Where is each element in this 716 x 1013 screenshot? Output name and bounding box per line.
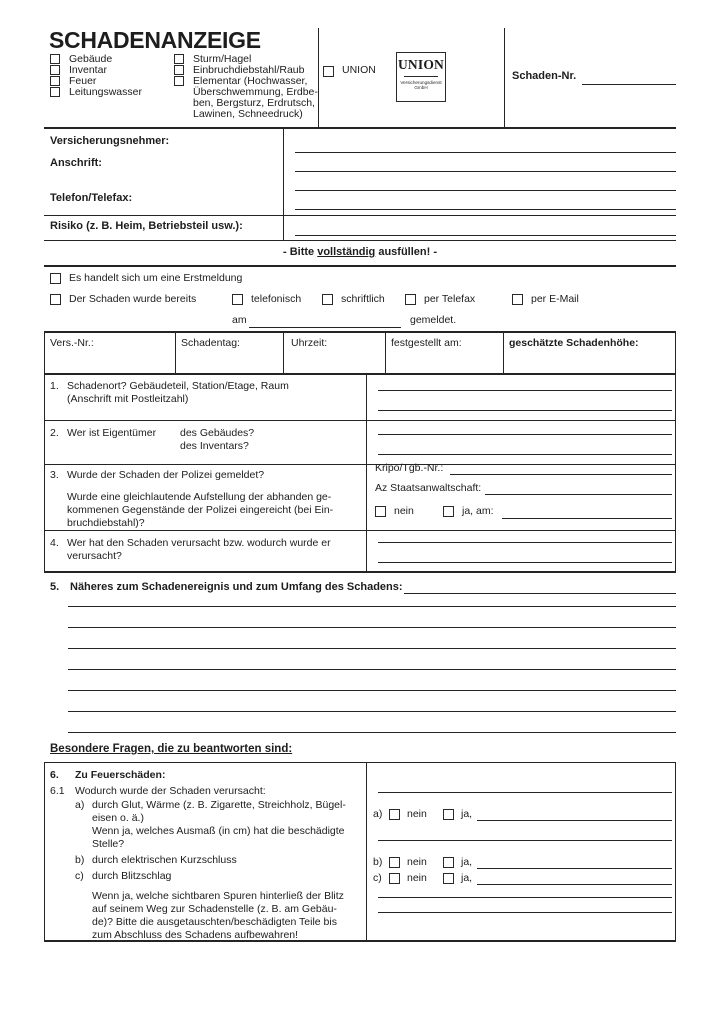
q6b-ja-label: ja, [461,856,473,868]
q5-answer-line[interactable] [404,593,676,594]
q6-answer-line[interactable] [378,840,672,841]
q3-ja-am-label: ja, am: [462,505,494,517]
q6c-nein-checkbox[interactable] [389,873,400,884]
damage-label: Einbruchdiebstahl/Raub [193,64,305,76]
az-label: Az Staatsanwaltschaft: [375,482,482,494]
method-checkbox-telefonisch[interactable] [232,294,243,305]
claim-number-line[interactable] [582,84,676,85]
q3-nein-label: nein [394,505,414,517]
q6a-text: durch Glut, Wärme (z. B. Zigarette, Streichholz, Bügel- [92,799,346,811]
q2-text: Wer ist Eigentümer [67,427,157,439]
row-divider [44,215,676,216]
q2-text: des Gebäudes? [180,427,255,439]
damage-checkbox-einbruch[interactable] [174,65,184,75]
q5-blank-line[interactable] [68,606,676,607]
question-number: 2. [50,427,59,439]
q6-note-text: Wenn ja, welche sichtbaren Spuren hinterließ der Blitz [92,890,344,902]
table-header-uhrzeit: Uhrzeit: [291,337,328,349]
method-label-schriftlich: schriftlich [341,293,385,305]
q3-ja-checkbox[interactable] [443,506,454,517]
q6-border-right [675,762,676,940]
union-checkbox[interactable] [323,66,334,77]
address-label: Anschrift: [50,157,102,169]
row-divider [44,240,676,241]
table-column-divider [283,331,284,373]
question-number: 5. [50,581,60,593]
union-logo-subtitle: Versicherungsdienst [400,80,442,85]
question-number: 6. [50,769,59,781]
az-line[interactable] [485,494,672,495]
notice-text: - Bitte [282,246,318,258]
q6a-ja-line[interactable] [477,820,672,821]
q6-answer-divider [366,762,367,940]
kripo-label: Kripo/Tgb.-Nr.: [375,462,444,474]
question-number: 3. [50,469,59,481]
answer-line-q2[interactable] [378,434,672,435]
table-border-left [44,331,45,373]
answer-line-q1[interactable] [378,390,672,391]
q5-heading: Näheres zum Schadenereignis und zum Umfang des Schadens: [70,581,403,593]
q4-text: verursacht? [67,550,122,562]
q6c-text: durch Blitzschlag [92,870,172,882]
method-checkbox-email[interactable] [512,294,523,305]
q6-note-text: zum Abschluss des Schadens aufbewahren! [92,929,299,941]
q6c-nein-label: nein [407,872,427,884]
q5-blank-line[interactable] [68,690,676,691]
table-border-bottom [44,373,676,375]
question-number: 6.1 [50,785,65,797]
q3-ja-date-line[interactable] [502,518,672,519]
q3-text: bruchdiebstahl)? [67,517,145,529]
q1-text: (Anschrift mit Postleitzahl) [67,393,189,405]
risk-label: Risiko (z. B. Heim, Betriebsteil usw.): [50,220,243,232]
union-logo [396,52,446,102]
method-label-telefax: per Telefax [424,293,476,305]
q6-sub-heading: Wodurch wurde der Schaden verursacht: [75,785,266,797]
q6b-text: durch elektrischen Kurzschluss [92,854,237,866]
kripo-line[interactable] [450,474,672,475]
header-column-divider [504,28,505,127]
notice-text: ausfüllen! - [375,246,438,258]
q6a-ja-label: ja, [461,808,473,820]
first-report-label: Es handelt sich um eine Erstmeldung [69,272,243,284]
q6-answer-line[interactable] [378,912,672,913]
q3-text: kommenen Gegenstände der Polizei eingereicht (bei Ein- [67,504,334,516]
q6-answer-letter: c) [373,872,382,884]
form-title: SCHADENANZEIGE [49,27,261,53]
table-column-divider [503,331,504,373]
write-line-address[interactable] [295,171,676,172]
damage-label: Feuer [69,75,97,87]
question-number: 4. [50,537,59,549]
policyholder-name-label: Versicherungsnehmer: [50,135,170,147]
q6-note-text: de)? Bitte die ausgetauschten/beschädigten Teile bis [92,916,337,928]
question-number: 1. [50,380,59,392]
section-border [44,571,676,573]
q6-answer-line[interactable] [378,897,672,898]
table-column-divider [385,331,386,373]
first-report-checkbox[interactable] [50,273,61,284]
write-line-risk[interactable] [295,235,676,236]
claim-number-label: Schaden-Nr. [512,70,577,82]
q6-border-left [44,762,45,940]
table-header-schadenhoehe: geschätzte Schadenhöhe: [509,337,639,349]
row-divider [44,464,676,465]
damage-label: Elementar (Hochwasser, [193,75,308,87]
q6-item-letter: b) [75,854,85,866]
section-border [44,127,676,129]
damage-label-continuation: ben, Bergsturz, Erdrutsch, [193,97,315,109]
questions-answer-divider [366,373,367,571]
q5-blank-line[interactable] [68,711,676,712]
q3-text: Wurde der Schaden der Polizei gemeldet? [67,469,265,481]
damage-label-continuation: Überschwemmung, Erdbe- [193,86,318,98]
union-checkbox-label: UNION [342,64,376,76]
method-label-email: per E-Mail [531,293,579,305]
answer-line-q2[interactable] [378,454,672,455]
damage-checkbox-leitungswasser[interactable] [50,87,60,97]
write-line-phone[interactable] [295,209,676,210]
q6c-ja-label: ja, [461,872,473,884]
special-questions-heading: Besondere Fragen, die zu beantworten sind: [50,743,293,755]
q3-nein-checkbox[interactable] [375,506,386,517]
header-column-divider [318,28,319,127]
q2-text: des Inventars? [180,440,249,452]
section-border [44,762,676,763]
q6a-nein-label: nein [407,808,427,820]
reported-date-line[interactable] [249,327,401,328]
q6c-ja-line[interactable] [477,884,672,885]
section-border [44,265,676,267]
damage-checkbox-feuer[interactable] [50,76,60,86]
answer-line-q4[interactable] [378,562,672,563]
row-divider [44,530,676,531]
gemeldet-label: gemeldet. [410,314,457,326]
table-border-top [44,331,676,333]
table-border-right [675,331,676,373]
q6a-nein-checkbox[interactable] [389,809,400,820]
q6-answer-letter: a) [373,808,383,820]
method-checkbox-schriftlich[interactable] [322,294,333,305]
damage-label: Sturm/Hagel [193,53,252,65]
q6a-ja-checkbox[interactable] [443,809,454,820]
damage-checkbox-inventar[interactable] [50,65,60,75]
questions-border-left [44,373,45,571]
answer-line-q1[interactable] [378,410,672,411]
q3-text: Wurde eine gleichlautende Aufstellung der abhanden ge- [67,491,332,503]
row-divider [44,420,676,421]
q5-blank-line[interactable] [68,669,676,670]
q5-blank-line[interactable] [68,648,676,649]
write-line-policyholder[interactable] [295,152,676,153]
damage-label: Leitungswasser [69,86,142,98]
q6b-ja-checkbox[interactable] [443,857,454,868]
q6-heading: Zu Feuerschäden: [75,769,166,781]
q6-answer-line[interactable] [378,792,672,793]
damage-checkbox-sturm-hagel[interactable] [174,54,184,64]
damage-label: Inventar [69,64,107,76]
q5-blank-line[interactable] [68,627,676,628]
q4-text: Wer hat den Schaden verursacht bzw. wodurch wurde er [67,537,331,549]
questions-border-right [675,373,676,571]
q5-blank-line[interactable] [68,732,676,733]
answer-line-q4[interactable] [378,542,672,543]
union-logo-rule [404,76,438,77]
table-header-schadentag: Schadentag: [181,337,240,349]
union-logo-name: UNION [397,57,444,72]
method-checkbox-telefax[interactable] [405,294,416,305]
damage-checkbox-elementar[interactable] [174,76,184,86]
q6a-text: eisen o. ä.) [92,812,144,824]
q6b-ja-line[interactable] [477,868,672,869]
q6-answer-letter: b) [373,856,383,868]
q6-item-letter: c) [75,870,84,882]
fill-in-notice [44,246,676,258]
table-header-festgestellt: festgestellt am: [391,337,462,349]
notice-text-underlined: vollständig [317,246,376,258]
table-header-vers-nr: Vers.-Nr.: [50,337,94,349]
write-line-address[interactable] [295,190,676,191]
already-reported-label: Der Schaden wurde bereits [69,293,197,305]
q6c-ja-checkbox[interactable] [443,873,454,884]
method-label-telefonisch: telefonisch [251,293,302,305]
q6-item-letter: a) [75,799,85,811]
am-label: am [232,314,247,326]
union-logo-subtitle: GmbH [414,85,428,91]
phone-label: Telefon/Telefax: [50,192,133,204]
policyholder-divider [283,128,284,241]
q6b-nein-checkbox[interactable] [389,857,400,868]
q6-note-text: auf seinem Weg zur Schadenstelle (z. B. am Gebäu- [92,903,337,915]
damage-label: Gebäude [69,53,113,65]
damage-checkbox-gebaeude[interactable] [50,54,60,64]
damage-label-continuation: Lawinen, Schneedruck) [193,108,303,120]
already-reported-checkbox[interactable] [50,294,61,305]
table-column-divider [175,331,176,373]
q6b-nein-label: nein [407,856,427,868]
q6a-text: Stelle? [92,838,125,850]
q6a-text: Wenn ja, welches Ausmaß (in cm) hat die beschädigte [92,825,345,837]
q1-text: Schadenort? Gebäudeteil, Station/Etage, Raum [67,380,289,392]
